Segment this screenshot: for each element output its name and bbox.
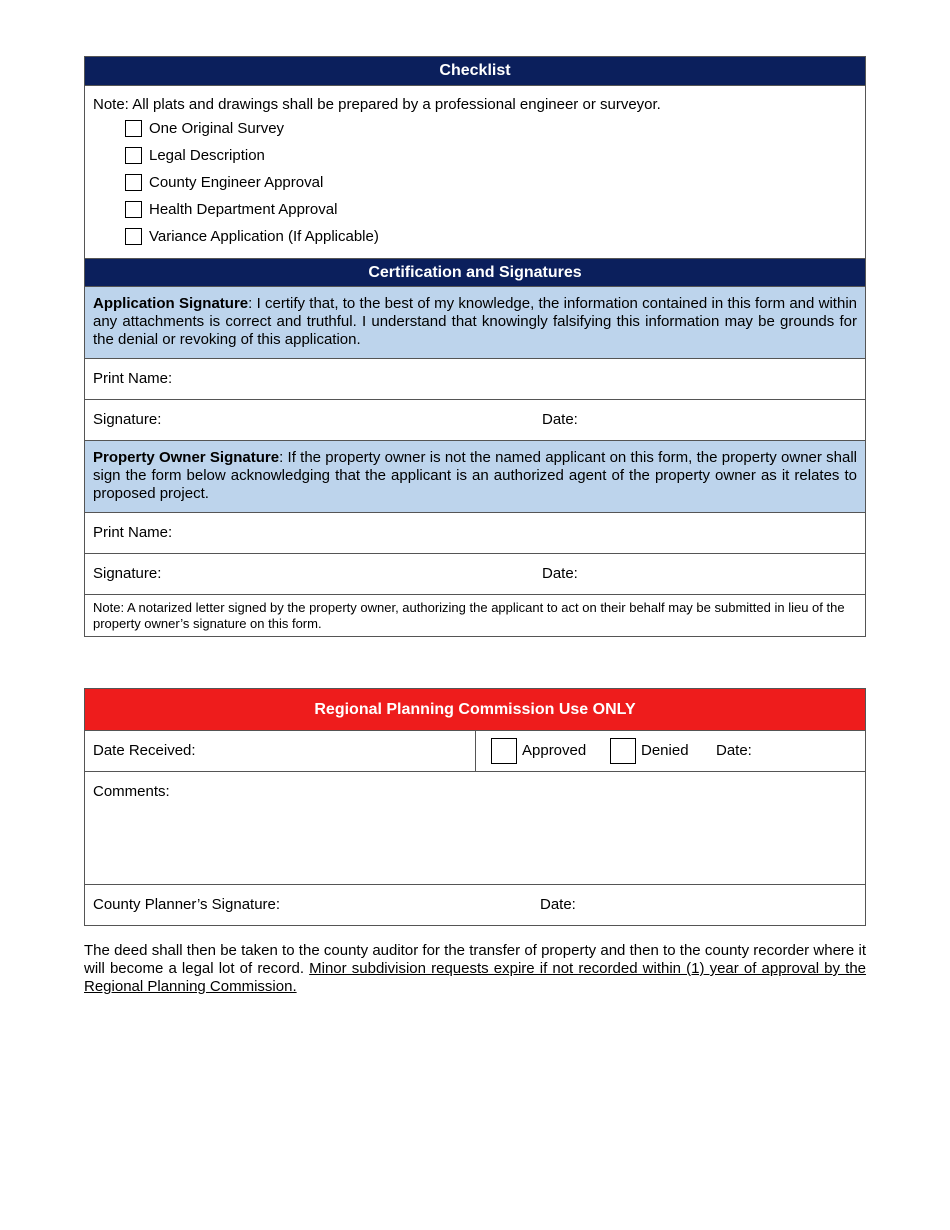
checklist-item[interactable] [125,196,857,223]
checkbox[interactable] [125,228,142,245]
denied-label: Denied [641,742,689,759]
checkbox[interactable] [125,147,142,164]
checkbox[interactable] [125,174,142,191]
rpc-status-row [85,730,865,771]
planner-date-label: Date: [540,896,576,913]
owner-signature-heading: Property Owner Signature [93,449,280,466]
checkbox[interactable] [125,120,142,137]
deed-instructions [84,942,866,996]
owner-signature-text: : If the property owner is not the named applicant on this form, the property owner shall sign the form below acknowledging that the applicant is an authorized agent of the property owner as it relates to proposed project. [93,449,858,502]
applicant-signature-statement [85,286,865,358]
checkbox[interactable] [125,201,142,218]
approved-label: Approved [522,742,587,759]
checklist-item-label: Variance Application (If Applicable) [149,228,379,245]
approved-checkbox[interactable] [491,738,517,764]
date-label: Date: [542,411,578,428]
comments-label: Comments: [93,783,170,800]
owner-signature-statement [85,440,865,512]
certification-header: Certification and Signatures [85,258,865,286]
denied-checkbox[interactable] [610,738,636,764]
applicant-signature-text: : I certify that, to the best of my knowledge, the information contained in this form and within any attachments is correct and truthful. I understand that knowingly falsifying this information may be grounds for the denial or revoking of this application. [93,295,857,348]
comments-row[interactable] [85,771,865,884]
owner-signature-row[interactable] [85,553,865,594]
applicant-signature-heading: Application Signature [93,295,249,312]
checklist-certification-table [84,56,866,637]
column-divider [475,731,476,771]
date-label: Date: [542,565,578,582]
notarized-letter-note: Note: A notarized letter signed by the property owner, authorizing the applicant to act on their behalf may be submitted in lieu of the property owner’s signature on this form. [85,594,865,636]
applicant-print-name-row[interactable] [85,358,865,399]
checklist-item-label: Legal Description [149,147,265,164]
rpc-table [84,688,866,926]
checklist-body [85,85,865,258]
planner-signature-label: County Planner’s Signature: [93,896,281,913]
signature-label: Signature: [93,411,162,428]
print-name-label: Print Name: [93,524,173,541]
checklist-item[interactable] [125,169,857,196]
applicant-signature-row[interactable] [85,399,865,440]
checklist-item[interactable] [125,142,857,169]
print-name-label: Print Name: [93,370,173,387]
date-received-label: Date Received: [93,742,196,759]
checklist-item[interactable] [125,115,857,142]
planner-signature-row[interactable] [85,884,865,925]
rpc-date-label: Date: [716,742,752,759]
checklist-header: Checklist [85,57,865,85]
checklist-item[interactable] [125,223,857,250]
checklist-item-label: County Engineer Approval [149,174,324,191]
rpc-header: Regional Planning Commission Use ONLY [85,689,865,730]
owner-print-name-row[interactable] [85,512,865,553]
checklist-note: Note: All plats and drawings shall be prepared by a professional engineer or surveyor. [93,96,661,113]
expiration-notice: Minor subdivision requests expire if not recorded within (1) year of approval by the Regional Planning Commission. [84,960,867,995]
checklist-item-label: Health Department Approval [149,201,338,218]
deed-instructions-text: The deed shall then be taken to the county auditor for the transfer of property and then to the county recorder where it will become a legal lot of record. [84,942,866,977]
signature-label: Signature: [93,565,162,582]
checklist-item-label: One Original Survey [149,120,285,137]
